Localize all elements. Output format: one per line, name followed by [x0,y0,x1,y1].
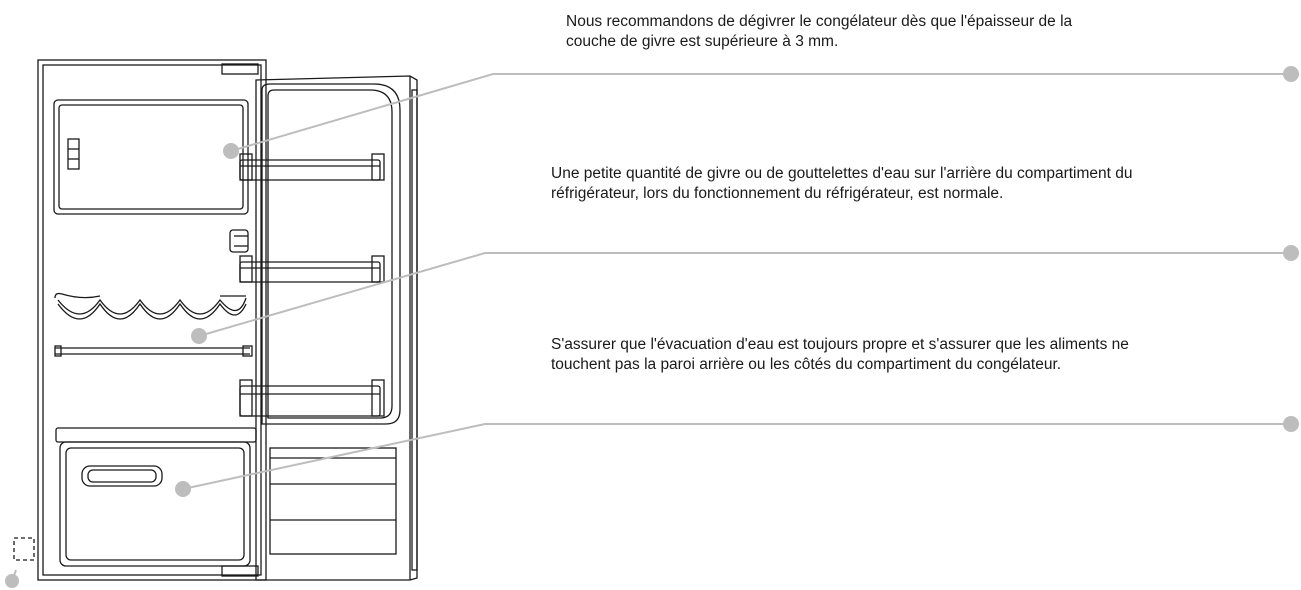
callout-dot-inner [6,575,18,587]
crisper-drawer [56,428,256,566]
callout-dot-inner [224,144,238,158]
note-defrost-freezer: Nous recommandons de dégivrer le congélateur dès que l'épaisseur de la couche de givre est supérieure à 3 mm. [566,13,1073,50]
callout-4 [6,570,18,587]
callout-dot-outer [1284,246,1298,260]
dashed-marker [14,538,34,560]
callout-dot-inner [176,482,190,496]
wine-rack [55,294,246,320]
callout-dot-inner [192,329,206,343]
fridge-cabinet [38,60,266,580]
callout-dot-outer [1284,417,1298,431]
callout-dot-outer [1284,67,1298,81]
callout-2 [192,246,1298,343]
fridge-door [256,76,417,580]
thermostat-knob [230,230,248,252]
callout-1 [224,67,1298,158]
freezer-compartment [54,100,248,214]
door-bottom-bin [270,448,396,554]
note-frost-normal: Une petite quantité de givre ou de gouttelettes d'eau sur l'arrière du compartiment du réfrigérateur, lors du fonctionnement du réfrigérateur, est normale. [551,165,1133,202]
note-water-drain: S'assurer que l'évacuation d'eau est toujours propre et s'assurer que les aliments ne touchent pas la paroi arrière ou les côtés du compartiment du congélateur. [551,336,1129,373]
callout-lines [6,67,1298,587]
glass-shelf [55,346,252,356]
